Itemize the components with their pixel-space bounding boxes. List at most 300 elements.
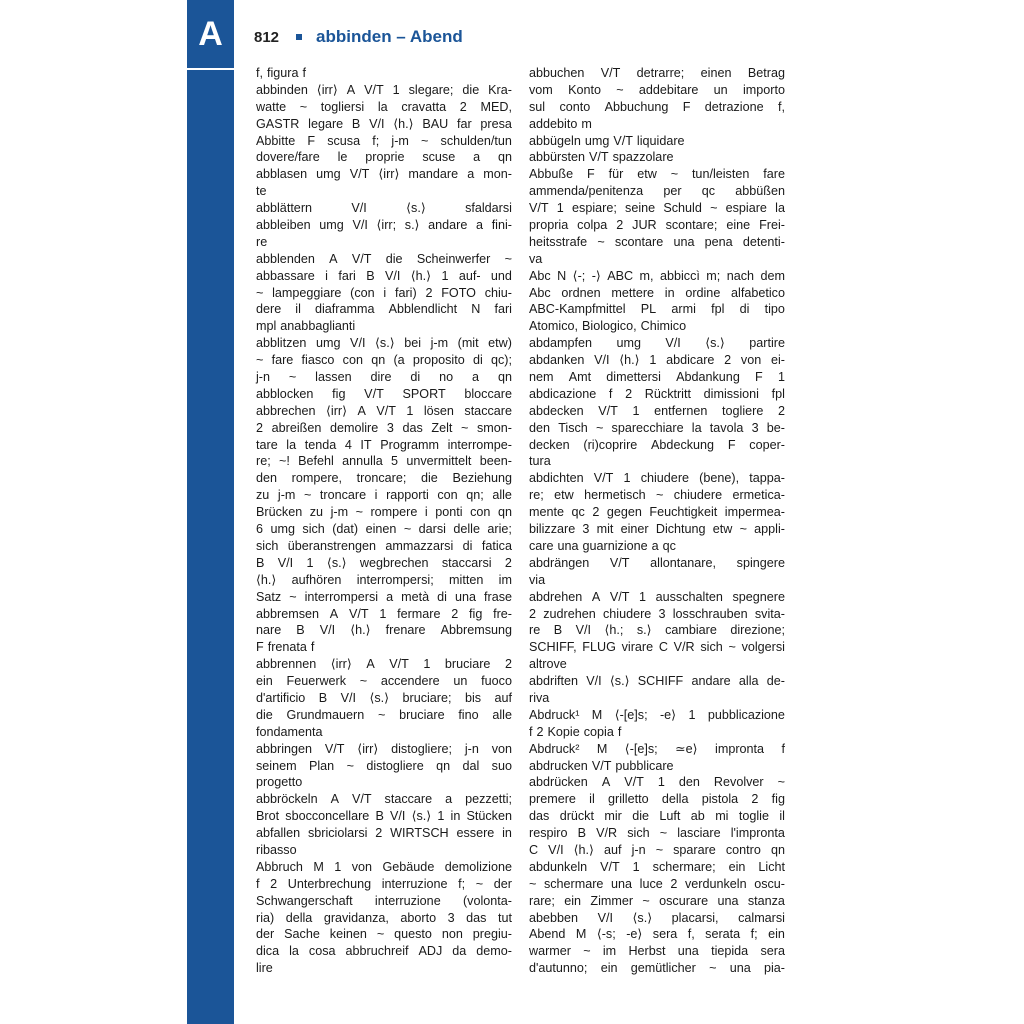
word: Abc [529, 268, 551, 283]
word: -e⟩ [659, 707, 677, 722]
entry-line [256, 774, 512, 791]
word: detrazione [704, 99, 764, 114]
word: B [553, 623, 563, 638]
word: toglie [738, 809, 769, 824]
word: abfallen [256, 826, 301, 841]
word: legare [308, 116, 344, 131]
word: V/T [351, 251, 372, 266]
entry-line [256, 217, 512, 234]
word: fare [763, 167, 785, 182]
entry-line [529, 470, 785, 487]
word: sparecchiare [611, 420, 684, 435]
entry-line [529, 133, 785, 150]
word: 2 [625, 386, 633, 401]
word: ~ [616, 82, 624, 97]
word: Revolver [713, 775, 764, 790]
word: spegnere [732, 589, 785, 604]
word: für [608, 167, 624, 182]
word: 1 [441, 268, 449, 283]
word: qc [701, 184, 716, 199]
word: ~ [346, 758, 354, 773]
word: f; [372, 133, 380, 148]
word: ~ [597, 234, 605, 249]
entry-line [256, 318, 512, 335]
word: a [473, 150, 481, 165]
word: a [467, 167, 475, 182]
word: non [441, 927, 463, 942]
word: V/T [589, 150, 609, 165]
word: drückt [559, 809, 594, 824]
thumb-index-band [187, 0, 234, 1024]
word: f, [777, 99, 785, 114]
word: V/T [613, 133, 633, 148]
word: di [410, 370, 421, 385]
word: qc); [491, 353, 512, 368]
word: V/T [349, 167, 370, 182]
word: die [256, 707, 273, 722]
entry-line [529, 707, 785, 724]
entry-line [529, 893, 785, 910]
entry-line [256, 741, 512, 758]
entry-line [529, 622, 785, 639]
word: chiudere [602, 606, 652, 621]
word: 2 [777, 403, 785, 418]
word: a [651, 538, 659, 553]
word: abdicazione [529, 386, 597, 401]
word: BAU [422, 116, 449, 131]
word: armi [671, 302, 696, 317]
word: A [346, 82, 356, 97]
word: auf [604, 842, 622, 857]
word: etw [554, 488, 574, 503]
word: ⟨s.⟩ [411, 809, 432, 824]
word: umg [270, 522, 295, 537]
word: IT [360, 437, 372, 452]
entry-line [529, 99, 785, 116]
word: il [589, 792, 595, 807]
word: j-m [330, 505, 349, 520]
word: di [437, 589, 447, 604]
word: dal [462, 758, 480, 773]
word: ⟨irr⟩ [330, 657, 352, 672]
word: die [632, 809, 650, 824]
word: contro [725, 842, 761, 857]
word: via [529, 572, 546, 587]
word: V/T [348, 606, 369, 621]
word: ria) [256, 910, 275, 925]
word: V/T [598, 403, 618, 418]
word: mettere [611, 285, 655, 300]
entry-line [529, 876, 785, 893]
word: schulden/tun [440, 133, 512, 148]
word: abbiccì [659, 268, 700, 283]
entry-line [256, 234, 512, 251]
word: pezzetti; [465, 792, 512, 807]
entry-line [529, 116, 785, 133]
word: d'artificio [256, 690, 306, 705]
word: (bene), [699, 471, 740, 486]
word: pubblicare [615, 758, 674, 773]
word: A [591, 589, 601, 604]
word: V/T [364, 386, 384, 401]
entry-line [256, 656, 512, 673]
word: B [318, 690, 328, 705]
word: ~ [529, 876, 537, 891]
word: qn [497, 150, 512, 165]
entry-line [529, 369, 785, 386]
word: fpl [771, 386, 785, 401]
entry-line [256, 352, 512, 369]
word: FOTO [441, 285, 476, 300]
word: B [577, 826, 587, 841]
word: allontanare, [650, 555, 716, 570]
word: V/I [277, 555, 294, 570]
entry-line [256, 622, 512, 639]
entry-line [529, 825, 785, 842]
entry-line [256, 133, 512, 150]
entry-line [256, 555, 512, 572]
page-number: 812 [254, 28, 280, 46]
word: importo [742, 82, 785, 97]
word: fpl [711, 302, 725, 317]
word: 2 [256, 420, 264, 435]
word: abbrennen [256, 657, 317, 672]
word: Schuld [663, 201, 702, 216]
word: f [529, 724, 533, 739]
word: qn [497, 505, 512, 520]
word: ⟨irr⟩ [325, 403, 347, 418]
word: ~ [670, 167, 679, 182]
word: demolizione [444, 859, 512, 874]
word: distogliere [366, 758, 424, 773]
word: pena [704, 234, 733, 249]
entry-line [256, 200, 512, 217]
entry-line [529, 217, 785, 234]
word: -e⟩ [626, 927, 643, 942]
word: gegen [606, 505, 642, 520]
word: propria [529, 218, 569, 233]
word: Abbruch [256, 859, 303, 874]
word: 6 [256, 522, 264, 537]
word: figura [267, 66, 299, 80]
word: ⟨-; [572, 268, 586, 283]
word: 1 [657, 775, 665, 790]
word: qn [497, 370, 512, 385]
word: lampeggiare [272, 285, 342, 300]
entry-line [256, 487, 512, 504]
word: umg [616, 336, 641, 351]
word: den [678, 775, 700, 790]
word: einen [365, 522, 397, 537]
word: lasciare [677, 826, 721, 841]
word: abreißen [271, 420, 322, 435]
word: B [351, 116, 361, 131]
word: Abdruck² [529, 741, 580, 756]
word: f; [458, 876, 466, 891]
word: abdrängen [529, 555, 590, 570]
word: questo [394, 927, 432, 942]
word: 1 [639, 589, 647, 604]
entry-line [529, 808, 785, 825]
word: ⟨irr⟩ [357, 741, 379, 756]
word: von [351, 859, 373, 874]
word: ~ [583, 944, 591, 959]
word: gemütlicher [630, 961, 696, 976]
word: 2 [592, 505, 600, 520]
word: f, [256, 66, 263, 80]
word: frenata [267, 640, 307, 655]
word: j-n [256, 370, 270, 385]
word: Feuchtigkeit [649, 505, 718, 520]
word: die [385, 251, 403, 266]
word: V/T [389, 657, 409, 672]
word: ab [690, 809, 705, 824]
word: fig [469, 606, 483, 621]
entry-line [256, 606, 512, 623]
word: ABC [607, 268, 634, 283]
word: ~ [376, 927, 385, 942]
entry-line [256, 842, 512, 859]
word: Satz [256, 589, 282, 604]
word: V/I [352, 218, 368, 233]
entry-line [529, 285, 785, 302]
word: della [285, 910, 313, 925]
word: re; [529, 488, 544, 503]
word: abbringen [256, 741, 313, 756]
word: ~ [403, 522, 412, 537]
word: umg [319, 218, 344, 233]
word: qn [770, 842, 785, 857]
word: warmer [529, 944, 571, 959]
word: distogliere; [391, 741, 453, 756]
word: addebito [529, 116, 578, 131]
entry-line [256, 99, 512, 116]
word: anabbaglianti [280, 319, 356, 334]
word: abebben [529, 910, 579, 925]
word: fare [271, 353, 294, 368]
word: fondamenta [256, 724, 323, 739]
entry-line [529, 200, 785, 217]
word: essere [456, 826, 495, 841]
word: togliersi [320, 99, 365, 114]
word: ⟨h.⟩ [393, 116, 414, 131]
word: fiasco [301, 353, 335, 368]
word: sul [529, 99, 546, 114]
word: abblasen [256, 167, 308, 182]
word: demo- [476, 944, 512, 959]
word: ⟨s.⟩ [705, 336, 725, 351]
word: ~ [377, 707, 386, 722]
word: ~ [595, 420, 604, 435]
word: V/T [376, 403, 396, 418]
word: di [462, 538, 473, 553]
word: ⟨h.⟩ [573, 842, 594, 857]
word: schermare [543, 876, 604, 891]
entry-line [529, 859, 785, 876]
word: ⟨-[e]s; [624, 741, 658, 756]
word: WIRTSCH [390, 826, 449, 841]
word: V/I [597, 910, 613, 925]
word: M [591, 707, 603, 722]
word: re [256, 234, 268, 249]
word: V/I [369, 116, 385, 131]
word: staccare [384, 792, 433, 807]
word: proposito [412, 353, 465, 368]
word: progetto [256, 775, 303, 790]
word: ~ [642, 893, 650, 908]
entry-line [529, 183, 785, 200]
word: fig [332, 386, 346, 401]
word: a [476, 218, 484, 233]
word: a [472, 370, 480, 385]
word: ausschalten [655, 589, 723, 604]
word: zu [309, 505, 324, 520]
word: ~ [461, 420, 469, 435]
word: 1 [632, 403, 640, 418]
word: mandare [408, 167, 459, 182]
entry-line [529, 690, 785, 707]
word: appli- [754, 522, 785, 537]
word: sbocconcellare [285, 809, 370, 824]
word: V/T [529, 201, 549, 216]
word: (a [393, 353, 405, 368]
word: da [452, 944, 467, 959]
word: der [493, 876, 512, 891]
word: il [779, 809, 785, 824]
word: 2 [670, 876, 678, 891]
word: fari) [394, 285, 417, 300]
word: spazzolare [612, 150, 674, 165]
word: auf- [458, 268, 481, 283]
word: annulla [342, 454, 383, 469]
word: re; [256, 454, 271, 469]
word: Tisch [558, 420, 588, 435]
word: una [677, 944, 699, 959]
word: Abend [529, 927, 566, 942]
word: dovere/fare [256, 150, 320, 165]
word: (mit [457, 336, 479, 351]
word: un [453, 674, 468, 689]
word: das [402, 420, 423, 435]
entry-line [529, 318, 785, 335]
word: 3 [447, 910, 455, 925]
word: abdicare [666, 353, 715, 368]
word: den [529, 420, 551, 435]
word: V/T [351, 792, 372, 807]
word: chiu- [484, 285, 512, 300]
word: un [713, 82, 728, 97]
word: von [740, 353, 762, 368]
word: 2 [375, 826, 383, 841]
word: di [472, 353, 483, 368]
word: ponti [435, 505, 463, 520]
word: V/R [596, 826, 618, 841]
word: lassen [315, 370, 352, 385]
word: 2 [451, 606, 459, 621]
header-separator-square [296, 34, 302, 40]
word: etw) [488, 336, 512, 351]
word: im [498, 572, 512, 587]
word: grilletto [608, 792, 649, 807]
word: staccare [464, 403, 512, 418]
word: a [386, 589, 394, 604]
word: tare [256, 437, 278, 452]
word: ⟨h.⟩ [256, 572, 277, 587]
word: A [330, 792, 339, 807]
word: in [502, 826, 512, 841]
word: umg [584, 133, 610, 148]
word: ~ [504, 251, 512, 266]
word: 2 [425, 285, 433, 300]
word: eine [726, 218, 751, 233]
word: volgersi [741, 640, 785, 655]
word: ⟨-s; [596, 927, 616, 942]
word: im [602, 944, 617, 959]
word: una [673, 234, 695, 249]
word: ≃e⟩ [675, 741, 698, 756]
word: V/I [586, 674, 602, 689]
word: aborto [400, 910, 437, 925]
word: far [456, 116, 472, 131]
word: ⟨h.; [604, 623, 624, 638]
word: presa [480, 116, 512, 131]
word: B [296, 623, 305, 638]
word: heitsstrafe [529, 234, 588, 249]
word: fre- [493, 606, 512, 621]
word: oscu- [754, 876, 785, 891]
word: ⟨s.⟩ [375, 336, 395, 351]
word: B [256, 555, 265, 570]
word: staccarsi [441, 555, 492, 570]
word: ein [256, 674, 273, 689]
word: luce [639, 876, 663, 891]
word: ein [768, 927, 785, 942]
word: no [439, 370, 454, 385]
word: 2 [529, 606, 537, 621]
word: conto [559, 99, 591, 114]
word: frenare [385, 623, 426, 638]
entry-line [256, 808, 512, 825]
word: ein [600, 961, 618, 976]
entry-line [529, 386, 785, 403]
word: B [366, 268, 375, 283]
word: dica [256, 944, 280, 959]
word: F [256, 640, 264, 655]
word: va [529, 251, 543, 266]
word: schermare; [652, 859, 716, 874]
word: SPORT [402, 386, 446, 401]
word: fatica [481, 538, 512, 553]
entry-line [529, 301, 785, 318]
entry-line [529, 504, 785, 521]
left-column [256, 65, 512, 977]
entry-line [529, 555, 785, 572]
entry-line [256, 589, 512, 606]
entry-line [256, 369, 512, 386]
word: nem [529, 370, 554, 385]
word: abdichten [529, 471, 584, 486]
word: interrompe- [447, 437, 512, 452]
word: umg [316, 167, 341, 182]
word: M [313, 859, 324, 874]
word: unvermittelt [406, 454, 472, 469]
word: ~ [655, 842, 664, 857]
word: A [329, 251, 338, 266]
word: und [490, 268, 512, 283]
word: V/I [665, 336, 681, 351]
word: 5 [391, 454, 399, 469]
word: V/T [600, 66, 621, 80]
